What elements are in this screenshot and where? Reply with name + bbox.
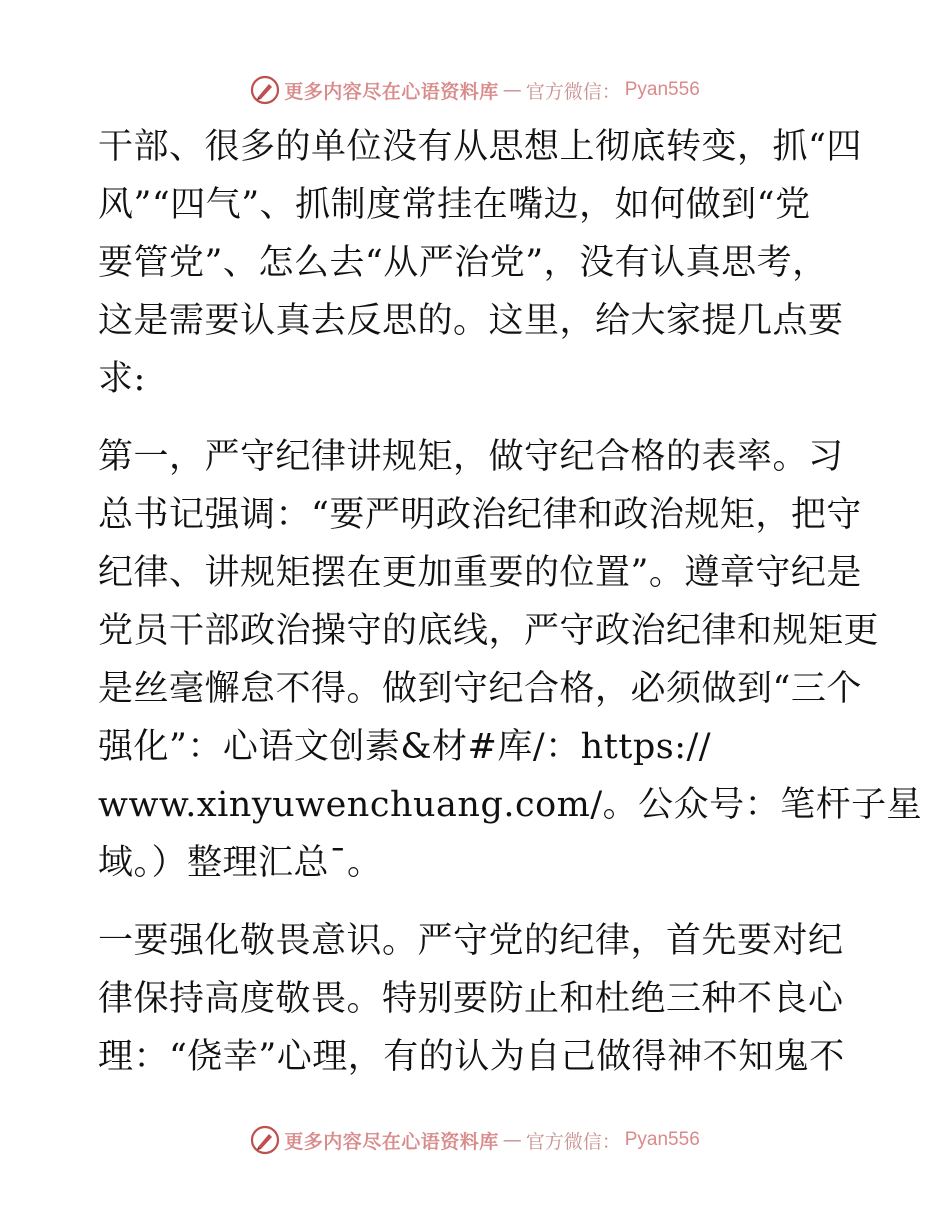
text-line: 党员干部政治操守的底线，严守政治纪律和规矩更 <box>98 611 880 651</box>
watermark-text: 更多内容尽在心语资料库 <box>284 1130 499 1153</box>
text-line: 干部、很多的单位没有从思想上彻底转变，抓“四 <box>98 127 862 167</box>
text-line: 纪律、讲规矩摆在更加重要的位置”。遵章守纪是 <box>98 553 862 593</box>
text-line: 求: <box>98 359 146 399</box>
text-line: 要管党”、怎么去“从严治党”，没有认真思考， <box>98 243 828 283</box>
pen-logo-icon <box>250 1125 280 1155</box>
watermark-label: 官方微信： <box>525 1130 621 1153</box>
footer-watermark <box>0 1120 950 1160</box>
header-watermark <box>0 70 950 110</box>
text-line: 总书记强调：“要严明政治纪律和政治规矩，把守 <box>98 495 862 535</box>
text-line: 理：“侥幸”心理，有的认为自己做得神不知鬼不 <box>98 1037 845 1077</box>
text-line: 风”“四气”、抓制度常挂在嘴边，如何做到“党 <box>98 185 811 225</box>
watermark-text: 更多内容尽在心语资料库 <box>284 80 499 103</box>
text-line: 是丝毫懈怠不得。做到守纪合格，必须做到“三个 <box>98 669 862 709</box>
document-body <box>98 118 923 1086</box>
text-line: 强化”：心语文创素&材#库/：https:// <box>98 727 712 767</box>
text-line: 域。）整理汇总¯。 <box>98 843 383 883</box>
pen-logo-icon <box>250 75 280 105</box>
paragraph-1 <box>98 118 862 408</box>
watermark-separator: — <box>502 1129 522 1151</box>
paragraph-3 <box>98 912 858 1086</box>
watermark-id: Pyan556 <box>624 1129 700 1150</box>
text-line: www.xinyuwenchuang.com/。公众号：笔杆子星 <box>98 785 923 825</box>
text-line: 律保持高度敬畏。特别要防止和杜绝三种不良心 <box>98 979 844 1019</box>
paragraph-2 <box>98 428 923 892</box>
text-line: 这是需要认真去反思的。这里，给大家提几点要 <box>98 301 844 341</box>
watermark-id: Pyan556 <box>624 79 700 100</box>
text-line: 第一，严守纪律讲规矩，做守纪合格的表率。习 <box>98 437 844 477</box>
watermark-separator: — <box>502 79 522 101</box>
watermark-label: 官方微信： <box>525 80 621 103</box>
text-line: 一要强化敬畏意识。严守党的纪律，首先要对纪 <box>98 921 844 961</box>
